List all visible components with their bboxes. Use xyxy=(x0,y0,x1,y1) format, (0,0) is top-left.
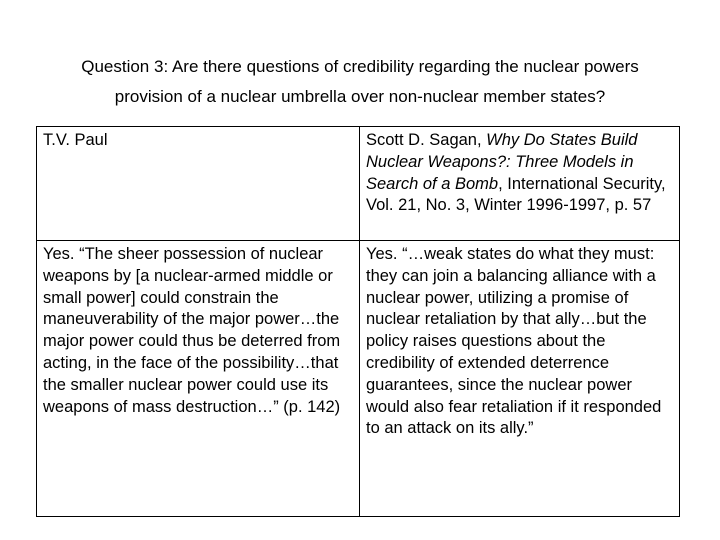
question-heading xyxy=(20,52,700,112)
right-header-title: Why Do States Build Nuclear Weapons?: Three Models in Search of a Bomb xyxy=(366,131,638,193)
right-header-cell xyxy=(360,127,680,241)
question-line-2: provision of a nuclear umbrella over non-nuclear member states? xyxy=(114,87,606,106)
right-header-source: , International Security, Vol. 21, No. 3, Winter 1996-1997, p. 57 xyxy=(366,174,666,215)
table-body-row xyxy=(37,241,680,517)
left-body-cell: Yes. “The sheer possession of nuclear weapons by [a nuclear-armed middle or small power] could constrain the maneuverability of the major power…the major power could thus be deterred from acting, in the face of the possibility…that the smaller nuclear power could use its weapons of mass destruction…” (p. 142) xyxy=(37,241,360,517)
table-header-row xyxy=(37,127,680,241)
question-line-1: Question 3: Are there questions of credibility regarding the nuclear powers xyxy=(81,57,639,76)
right-body-cell: Yes. “…weak states do what they must: they can join a balancing alliance with a nuclear power, utilizing a promise of nuclear retaliation by that ally…but the policy raises questions about the credibility of extended deterrence guarantees, since the nuclear power would also fear retaliation if it responded to an attack on its ally.” xyxy=(360,241,680,517)
left-header-cell: T.V. Paul xyxy=(37,127,360,241)
comparison-table xyxy=(36,126,680,517)
right-header-author: Scott D. Sagan, xyxy=(366,131,487,149)
